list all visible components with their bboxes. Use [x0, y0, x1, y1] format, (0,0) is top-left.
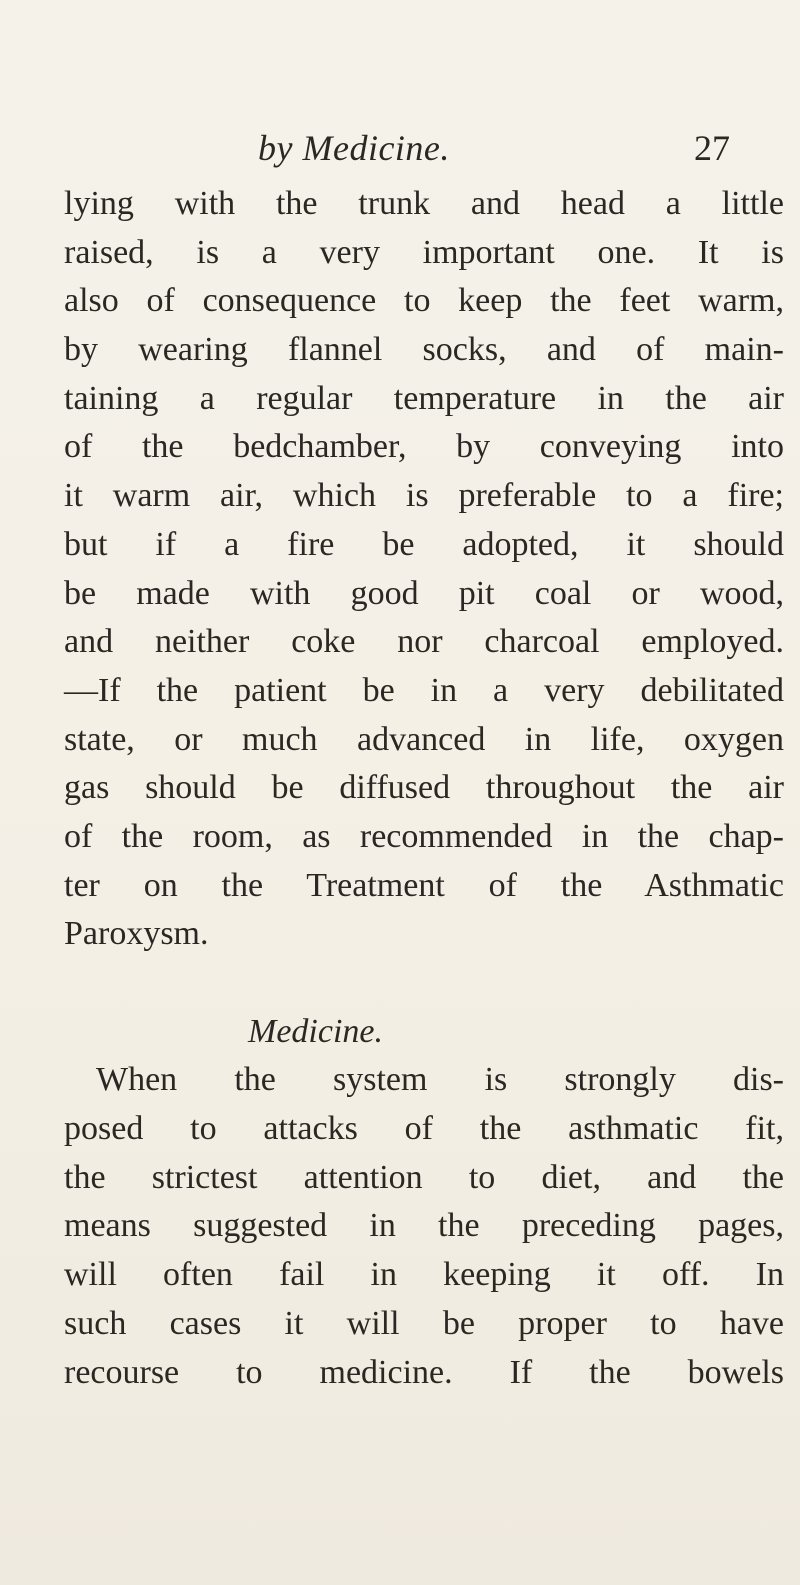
- text-line: When the system is strongly dis-: [96, 1061, 784, 1099]
- text-line: taining a regular temperature in the air: [64, 379, 784, 417]
- text-line: but if a fire be adopted, it should: [64, 525, 784, 563]
- page-header: [0, 128, 800, 168]
- text-line: also of consequence to keep the feet warm,: [64, 282, 784, 320]
- text-line: raised, is a very important one. It is: [64, 233, 784, 271]
- text-line: and neither coke nor charcoal employed.: [64, 623, 784, 661]
- text-line: by wearing flannel socks, and of main-: [64, 331, 784, 369]
- text-line: of the room, as recommended in the chap-: [64, 817, 784, 855]
- paragraph-1: [64, 180, 784, 959]
- text-line: such cases it will be proper to have: [64, 1304, 784, 1342]
- running-title: by Medicine.: [258, 128, 450, 168]
- text-line: recourse to medicine. If the bowels: [64, 1353, 784, 1391]
- text-line: Paroxysm.: [64, 915, 209, 953]
- section-heading: Medicine.: [248, 1012, 383, 1050]
- text-line: means suggested in the preceding pages,: [64, 1207, 784, 1245]
- text-line: gas should be diffused throughout the air: [64, 769, 784, 807]
- text-line: lying with the trunk and head a little: [64, 185, 784, 222]
- text-line: —If the patient be in a very debilitated: [64, 671, 784, 709]
- text-line: the strictest attention to diet, and the: [64, 1158, 784, 1196]
- text-line: ter on the Treatment of the Asthmatic: [64, 866, 784, 904]
- paragraph-2: [64, 1056, 784, 1397]
- text-line: will often fail in keeping it off. In: [64, 1256, 784, 1294]
- text-line: state, or much advanced in life, oxygen: [64, 720, 784, 758]
- text-line: be made with good pit coal or wood,: [64, 574, 784, 612]
- text-line: of the bedchamber, by conveying into: [64, 428, 784, 466]
- body-text: [64, 180, 784, 1397]
- text-line: it warm air, which is preferable to a fire;: [64, 477, 784, 515]
- text-line: posed to attacks of the asthmatic fit,: [64, 1110, 784, 1148]
- page-number: 27: [694, 128, 730, 168]
